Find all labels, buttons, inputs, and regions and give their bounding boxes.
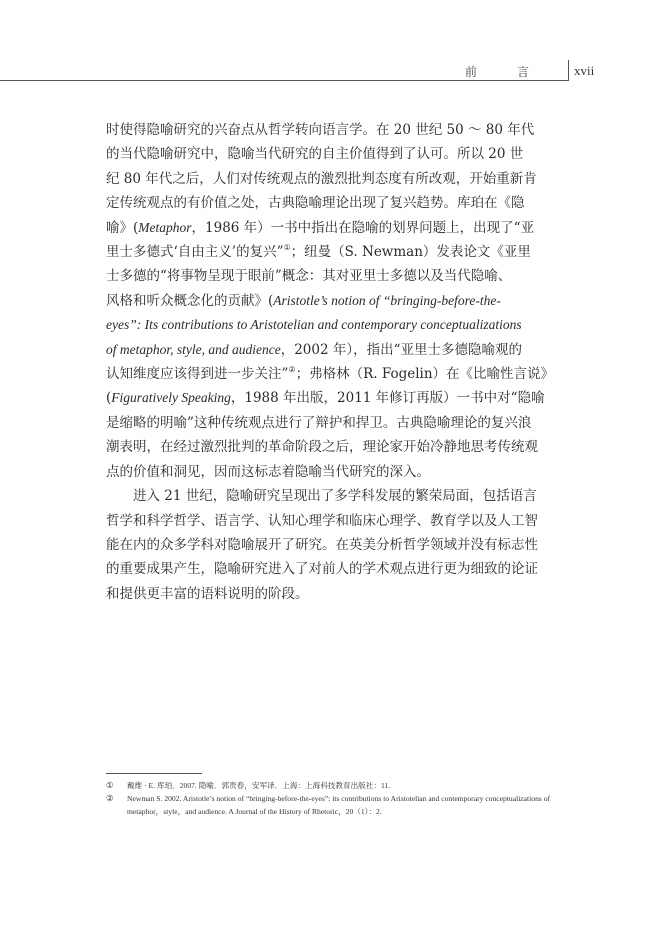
section-title: 前 言 [464, 65, 543, 79]
text-line: 潮表明，在经过激烈批判的革命阶段之后，理论家开始冷静地思考传统观 [106, 439, 538, 456]
footnote-text: Newman S. 2002. Aristotle’s notion of “bringing-before-the-eyes”: its contributions to Aristotelian and contemporary conceptualizations of metaphor，style，and audience. A Journal of the History of Rhetoric，20（1）：2. [127, 794, 551, 816]
text-line: 时使得隐喻研究的兴奋点从哲学转向语言学。在 20 世纪 50 ～ 80 年代 [106, 122, 535, 138]
text-line: eyes”: Its contributions to Aristotelian and contemporary conceptualizations [106, 317, 522, 333]
footnote-mark: ① [106, 780, 114, 790]
text-line: 进入 21 世纪，隐喻研究呈现出了多学科发展的繁荣局面，包括语言 [133, 488, 537, 505]
text-line: 哲学和科学哲学、语言学、认知心理学和临床心理学、教育学以及人工智 [106, 512, 538, 529]
footnotes [106, 779, 576, 818]
footnote-mark: ② [106, 793, 114, 803]
text-line: 点的价值和洞见，因而这标志着隐喻当代研究的深入。 [106, 463, 430, 480]
text-line: 纪 80 年代之后，人们对传统观点的激烈批判态度有所改观，开始重新肯 [106, 170, 537, 187]
running-header [0, 60, 661, 82]
text-line: 的当代隐喻研究中，隐喻当代研究的自主价值得到了认可。所以 20 世 [106, 146, 524, 163]
footnote-rule [106, 773, 202, 774]
header-rule [0, 80, 568, 81]
text-line: 认知维度应该得到进一步关注”②；弗格林（R. Fogelin）在《比喻性言说》 [106, 365, 555, 383]
page-number: xvii [574, 63, 595, 78]
text-line: 能在内的众多学科对隐喻展开了研究。在英美分析哲学领域并没有标志性 [106, 536, 538, 553]
text-line: 是缩略的明喻”这种传统观点进行了辩护和捍卫。古典隐喻理论的复兴浪 [106, 414, 532, 431]
text-line: 士多德的“将事物呈现于眼前”概念：其对亚里士多德以及当代隐喻、 [106, 268, 512, 285]
text-line: 的重要成果产生，隐喻研究进入了对前人的学术观点进行更为细致的论证 [106, 561, 538, 578]
footnote-ref-2[interactable]: ② [288, 365, 296, 375]
text-line: 定传统观点的有价值之处，古典隐喻理论出现了复兴趋势。库珀在《隐 [106, 195, 525, 212]
text-line: 和提供更丰富的语料说明的阶段。 [106, 585, 309, 602]
footnote-ref-1[interactable]: ① [283, 243, 291, 253]
text-line: of metaphor, style, and audience，2002 年），指出“亚里士多德隐喻观的 [106, 341, 523, 358]
text-line: 风格和听众概念化的贡献》(Aristotle’s notion of “bringing-before-the- [106, 292, 501, 309]
header-divider [568, 60, 569, 81]
body-text [106, 118, 571, 606]
text-line: (Figuratively Speaking，1988 年出版，2011 年修订再版）一书中对“隐喻 [106, 390, 545, 407]
text-line: 喻》(Metaphor，1986 年）一书中指出在隐喻的划界问题上，出现了“亚 [106, 219, 535, 236]
text-line: 里士多德式‘自由主义’的复兴”①；纽曼（S. Newman）发表论文《亚里 [106, 243, 531, 261]
footnote-1 [106, 779, 576, 792]
footnote-2 [106, 792, 576, 818]
footnote-text: 戴维 · E. 库珀．2007. 隐喻．郭贵春，安军译．上海：上海科技教育出版社：11. [127, 781, 391, 790]
